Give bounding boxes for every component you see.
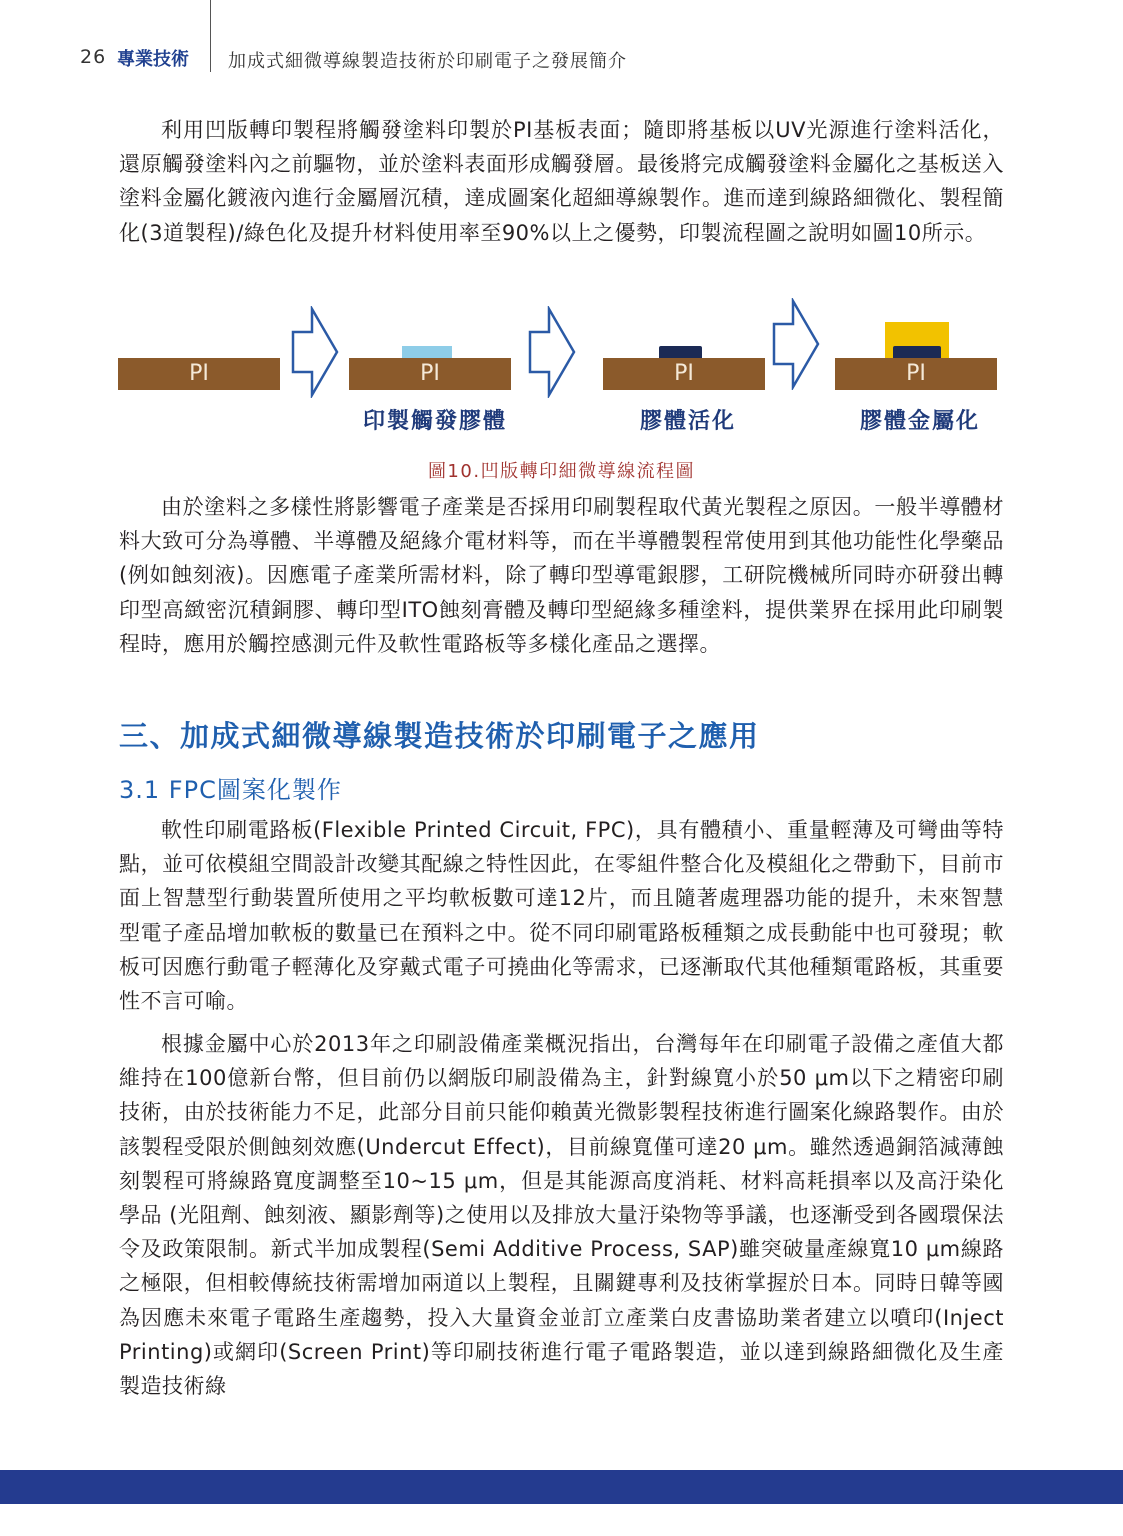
header-divider — [210, 0, 211, 72]
pi-substrate-1: PI — [118, 358, 280, 390]
step-label-print: 印製觸發膠體 — [363, 408, 508, 434]
subsection-heading: 3.1 FPC圖案化製作 — [119, 776, 342, 804]
running-title: 加成式細微導線製造技術於印刷電子之發展簡介 — [228, 51, 627, 72]
activated-layer — [659, 346, 702, 358]
figure-caption: 圖10.凹版轉印細微導線流程圖 — [427, 461, 696, 482]
pi-substrate-4: PI — [835, 358, 997, 390]
pi-substrate-3: PI — [603, 358, 765, 390]
paragraph-4: 根據金屬中心於2013年之印刷設備產業概況指出，台灣每年在印刷電子設備之產值大都維持在100億新台幣，但目前仍以網版印刷設備為主，針對線寬小於50 μm以下之精密印刷技術，由於技術能力不足，此部分目前只能仰賴黃光微影製程技術進行圖案化線路製作。由於該製程受限於側蝕刻效應(Undercut Effect)，目前線寬僅可達20 μm。雖然透過銅箔減薄蝕刻製程可將線路寬度調整至10~15 μm，但是其能源高度消耗、材料高耗損率以及高汙染化學品 (光阻劑、蝕刻液、顯影劑等)之使用以及排放大量汙染物等爭議，也逐漸受到各國環保法令及政策限制。新式半加成製程(Semi Additive Process, SAP)雖突破量產線寬10 μm線路之極限，但相較傳統技術需增加兩道以上製程，且關鍵專利及技術掌握於日本。同時日韓等國為因應未來電子電路生產趨勢，投入大量資金並訂立產業白皮書協助業者建立以噴印(Inject Printing)或網印(Screen Print)等印刷技術進行電子電路製造，並以達到線路細微化及生產製造技術綠 — [119, 1032, 1004, 1399]
paragraph-1: 利用凹版轉印製程將觸發塗料印製於PI基板表面；隨即將基板以UV光源進行塗料活化，還原觸發塗料內之前驅物，並於塗料表面形成觸發層。最後將完成觸發塗料金屬化之基板送入塗料金屬化鍍液內進行金屬層沉積，達成圖案化超細導線製作。進而達到線路細微化、製程簡化(3道製程)/綠色化及提升材料使用率至90%以上之優勢，印製流程圖之說明如圖10所示。 — [119, 118, 1004, 245]
step-label-activate: 膠體活化 — [640, 408, 737, 434]
process-flow-figure — [118, 296, 1000, 452]
flow-arrow-icon-1 — [290, 306, 340, 398]
activated-layer-under-metal — [893, 346, 941, 358]
pi-substrate-2: PI — [349, 358, 511, 390]
section-heading: 三、加成式細微導線製造技術於印刷電子之應用 — [119, 719, 760, 753]
paragraph-3: 軟性印刷電路板(Flexible Printed Circuit, FPC)，具有體積小、重量輕薄及可彎曲等特點，並可依模組空間設計改變其配線之特性因此，在零組件整合化及模組化之帶動下，目前市面上智慧型行動裝置所使用之平均軟板數可達12片，而且隨著處理器功能的提升，未來智慧型電子產品增加軟板的數量已在預料之中。從不同印刷電路板種類之成長動能中也可發現；軟板可因應行動電子輕薄化及穿戴式電子可撓曲化等需求，已逐漸取代其他種類電路板，其重要性不言可喻。 — [119, 818, 1004, 1014]
flow-arrow-icon-2 — [527, 306, 577, 398]
step-label-metallize: 膠體金屬化 — [860, 408, 981, 434]
page-header — [0, 0, 1123, 80]
footer-band — [0, 1470, 1123, 1504]
page-number: 26 — [80, 46, 107, 68]
paragraph-2: 由於塗料之多樣性將影響電子產業是否採用印刷製程取代黃光製程之原因。一般半導體材料大致可分為導體、半導體及絕緣介電材料等，而在半導體製程常使用到其他功能性化學藥品(例如蝕刻液)。因應電子產業所需材料，除了轉印型導電銀膠，工研院機械所同時亦研發出轉印型高緻密沉積銅膠、轉印型ITO蝕刻膏體及轉印型絕緣多種塗料，提供業界在採用此印刷製程時，應用於觸控感測元件及軟性電路板等多樣化產品之選擇。 — [119, 495, 1004, 656]
section-tag: 專業技術 — [117, 49, 189, 70]
trigger-coating-layer — [402, 346, 452, 358]
flow-arrow-icon-3 — [771, 298, 821, 390]
